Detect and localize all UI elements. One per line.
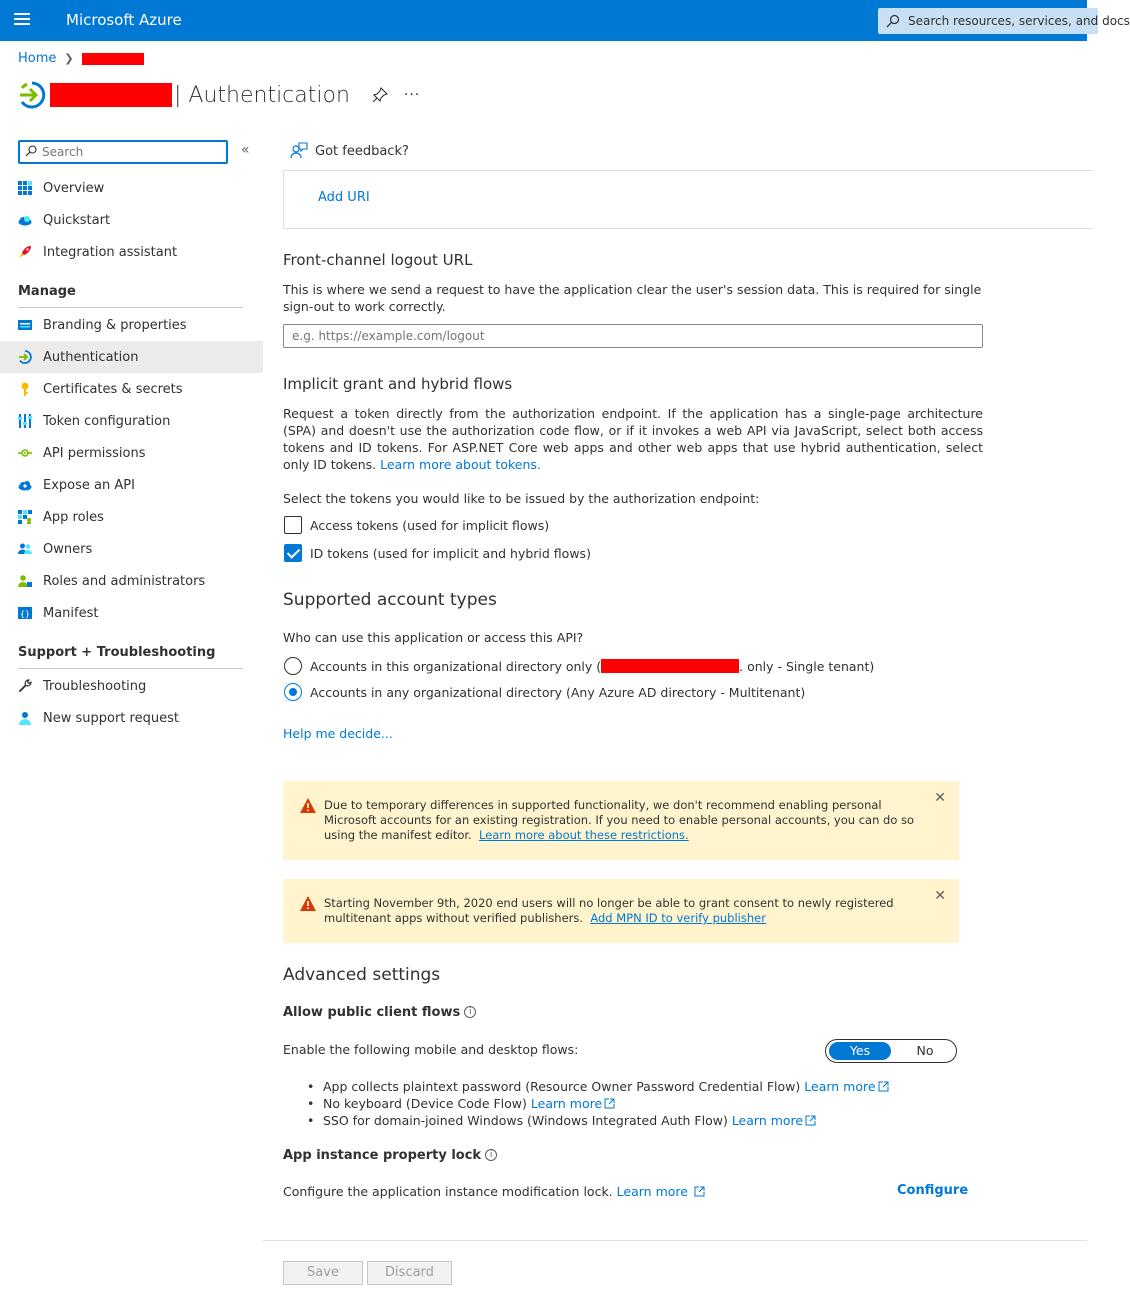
- learn-more-link[interactable]: Learn more: [530, 1096, 603, 1111]
- pin-icon[interactable]: [372, 87, 388, 103]
- multi-tenant-label: Accounts in any organizational directory (Any Azure AD directory - Multitenant): [310, 684, 806, 700]
- lock-heading: [283, 1148, 497, 1163]
- toggle-yes[interactable]: Yes: [829, 1042, 891, 1060]
- access-tokens-label: Access tokens (used for implicit flows): [310, 517, 550, 533]
- collapse-sidebar-icon[interactable]: «: [241, 142, 250, 158]
- close-icon[interactable]: ✕: [934, 790, 946, 806]
- hamburger-menu-icon[interactable]: [14, 13, 30, 27]
- brand-title[interactable]: Microsoft Azure: [66, 11, 182, 29]
- wrench-icon: [18, 679, 32, 693]
- search-icon: [25, 145, 37, 157]
- rocket-icon: [18, 245, 32, 259]
- more-options-icon[interactable]: ···: [403, 87, 421, 103]
- learn-more-tokens-link[interactable]: Learn more about tokens.: [380, 457, 541, 472]
- sidebar-item-label: Owners: [43, 541, 93, 557]
- single-tenant-prefix: Accounts in this organizational directory only (: [310, 658, 602, 674]
- page-title: | Authentication: [174, 82, 350, 108]
- authentication-app-icon: [18, 81, 46, 109]
- lock-desc-text: Configure the application instance modification lock.: [283, 1184, 613, 1199]
- flow-text: SSO for domain-joined Windows (Windows Integrated Auth Flow): [323, 1113, 728, 1128]
- lock-label: App instance property lock: [283, 1148, 482, 1163]
- lock-description: [283, 1183, 983, 1200]
- sidebar-item-roles-admins[interactable]: [0, 565, 263, 597]
- help-me-decide-link[interactable]: Help me decide...: [283, 726, 393, 741]
- search-icon: [886, 14, 900, 28]
- sidebar-item-label: Expose an API: [43, 477, 135, 493]
- close-icon[interactable]: ✕: [934, 888, 946, 904]
- help-decide-wrap: [283, 725, 983, 742]
- warning-icon: [300, 798, 316, 813]
- sidebar-item-integration-assistant[interactable]: [0, 236, 263, 268]
- discard-button[interactable]: Discard: [367, 1261, 452, 1285]
- sidebar-item-troubleshooting[interactable]: [0, 670, 263, 702]
- sidebar-item-api-permissions[interactable]: [0, 437, 263, 469]
- breadcrumb: [18, 51, 144, 66]
- redirect-uri-box: [283, 170, 1093, 229]
- sidebar-divider: [18, 307, 243, 308]
- warning-icon: [300, 896, 316, 911]
- sidebar-item-quickstart[interactable]: [0, 204, 263, 236]
- sidebar-item-label: Token configuration: [43, 413, 171, 429]
- auth-icon: [18, 350, 32, 364]
- id-tokens-checkbox[interactable]: [284, 544, 302, 562]
- sidebar-item-label: Overview: [43, 180, 105, 196]
- single-tenant-option[interactable]: [284, 657, 874, 675]
- learn-more-link[interactable]: Learn more: [804, 1079, 876, 1094]
- feedback-label: Got feedback?: [315, 143, 409, 159]
- access-tokens-option[interactable]: [284, 516, 549, 534]
- sidebar-item-app-roles[interactable]: [0, 501, 263, 533]
- manifest-icon: [18, 606, 32, 620]
- lock-learn-more-link[interactable]: Learn more: [616, 1184, 688, 1199]
- single-tenant-radio[interactable]: [284, 657, 302, 675]
- add-uri-link[interactable]: Add URI: [318, 190, 370, 205]
- sidebar-item-label: Manifest: [43, 605, 99, 621]
- sidebar-item-owners[interactable]: [0, 533, 263, 565]
- sidebar-item-branding[interactable]: [0, 309, 263, 341]
- info-icon[interactable]: i: [464, 1006, 476, 1018]
- list-item: [307, 1112, 889, 1129]
- external-link-icon[interactable]: [604, 1098, 615, 1109]
- external-link-icon[interactable]: [805, 1115, 816, 1126]
- implicit-description-text: Request a token directly from the authorization endpoint. If the application has a single-page architecture (SPA) and doesn't use the authorization code flow, or if it invokes a web API via JavaScript, select both access tokens and ID tokens. For ASP.NET Core web apps and other web apps that use hybrid authentication, select only ID tokens.: [283, 406, 983, 472]
- cloud-icon: [18, 213, 32, 227]
- info-icon[interactable]: i: [485, 1149, 497, 1161]
- id-tokens-label: ID tokens (used for implicit and hybrid flows): [310, 545, 591, 561]
- warning2-text: Starting November 9th, 2020 end users will no longer be able to grant consent to newly registered multitenant apps without verified publishers.: [324, 896, 894, 925]
- external-link-icon[interactable]: [878, 1081, 889, 1092]
- global-search-input[interactable]: [878, 8, 1130, 34]
- sidebar-item-new-support-request[interactable]: [0, 702, 263, 734]
- add-mpn-id-link[interactable]: Add MPN ID to verify publisher: [590, 911, 766, 925]
- token-select-prompt: Select the tokens you would like to be issued by the authorization endpoint:: [283, 491, 760, 506]
- list-item: [307, 1078, 889, 1095]
- public-client-label: Allow public client flows: [283, 1005, 461, 1020]
- sidebar-item-label: Troubleshooting: [43, 678, 147, 694]
- sidebar-item-certificates[interactable]: [0, 373, 263, 405]
- sidebar-divider: [18, 668, 243, 669]
- sidebar-item-label: Integration assistant: [43, 244, 178, 260]
- sidebar-item-label: Certificates & secrets: [43, 381, 183, 397]
- account-types-heading: Supported account types: [283, 590, 497, 610]
- enable-flows-text: Enable the following mobile and desktop flows:: [283, 1042, 579, 1057]
- flow-text: App collects plaintext password (Resource Owner Password Credential Flow): [323, 1079, 801, 1094]
- redacted-app-name: [50, 83, 172, 107]
- key-icon: [18, 382, 32, 396]
- sidebar-item-overview[interactable]: [0, 172, 263, 204]
- public-client-heading: [283, 1005, 476, 1020]
- configure-button[interactable]: Configure: [897, 1183, 969, 1198]
- sidebar-item-label: Branding & properties: [43, 317, 187, 333]
- external-link-icon[interactable]: [694, 1186, 705, 1197]
- implicit-description: [283, 405, 983, 473]
- save-button[interactable]: Save: [283, 1261, 363, 1285]
- toggle-no[interactable]: No: [916, 1043, 934, 1058]
- top-bar: [0, 0, 1130, 41]
- sidebar-item-label: Quickstart: [43, 212, 111, 228]
- id-tokens-option[interactable]: [284, 544, 591, 562]
- logout-description: This is where we send a request to have the application clear the user's session data. This is required for single sign-out to work correctly.: [283, 282, 982, 314]
- branding-icon: [18, 318, 32, 332]
- owners-icon: [18, 542, 32, 556]
- access-tokens-checkbox[interactable]: [284, 516, 302, 534]
- redacted-breadcrumb[interactable]: [82, 53, 144, 65]
- app-roles-icon: [18, 510, 32, 524]
- flows-list: [307, 1078, 889, 1129]
- sidebar-item-label: Authentication: [43, 349, 139, 365]
- feedback-person-icon: [290, 142, 308, 160]
- sidebar-item-authentication[interactable]: [0, 341, 263, 373]
- cloud-api-icon: [18, 478, 32, 492]
- logout-heading: Front-channel logout URL: [283, 251, 473, 269]
- sidebar-item-label: Roles and administrators: [43, 573, 206, 589]
- breadcrumb-home[interactable]: Home: [18, 51, 57, 66]
- flow-text: No keyboard (Device Code Flow): [323, 1096, 527, 1111]
- sidebar-item-manifest[interactable]: [0, 597, 263, 629]
- api-permissions-icon: [18, 446, 32, 460]
- redacted-tenant-name: [601, 659, 739, 673]
- chevron-right-icon: ❯: [64, 52, 74, 65]
- learn-more-link[interactable]: Learn more: [731, 1113, 804, 1128]
- personal-accounts-warning: [283, 781, 959, 860]
- sidebar-search[interactable]: [18, 140, 228, 164]
- sidebar-search-input[interactable]: [42, 144, 222, 160]
- sidebar-item-label: API permissions: [43, 445, 146, 461]
- single-tenant-suffix: . only - Single tenant): [739, 658, 875, 674]
- advanced-heading: Advanced settings: [283, 965, 441, 985]
- learn-more-restrictions-link[interactable]: Learn more about these restrictions.: [479, 828, 689, 842]
- list-item: [307, 1095, 889, 1112]
- sidebar-heading-support: Support + Troubleshooting: [18, 645, 216, 660]
- sidebar-item-label: App roles: [43, 509, 104, 525]
- svg-text:{}: {}: [20, 609, 30, 619]
- support-person-icon: [18, 711, 32, 725]
- multi-tenant-option[interactable]: [284, 683, 805, 701]
- footer-divider: [263, 1240, 1087, 1241]
- sidebar-item-expose-api[interactable]: [0, 469, 263, 501]
- page-header: [18, 78, 420, 112]
- implicit-heading: Implicit grant and hybrid flows: [283, 375, 513, 393]
- logout-url-input[interactable]: [283, 324, 983, 348]
- warning1-text: Due to temporary differences in supported functionality, we don't recommend enabling personal Microsoft accounts for an existing registration. If you need to enable personal accounts, you can do so using the manifest editor.: [324, 798, 915, 842]
- sidebar-heading-manage: Manage: [18, 284, 76, 299]
- sidebar-item-label: New support request: [43, 710, 179, 726]
- public-client-toggle[interactable]: [825, 1039, 957, 1063]
- publisher-warning: [283, 879, 959, 943]
- grid-icon: [18, 181, 32, 195]
- roles-icon: [18, 574, 32, 588]
- token-icon: [18, 414, 32, 428]
- feedback-button[interactable]: [290, 142, 409, 160]
- global-search-placeholder: Search resources, services, and docs: [908, 14, 1130, 28]
- multi-tenant-radio[interactable]: [284, 683, 302, 701]
- account-types-question: Who can use this application or access this API?: [283, 630, 584, 645]
- sidebar-item-token-configuration[interactable]: [0, 405, 263, 437]
